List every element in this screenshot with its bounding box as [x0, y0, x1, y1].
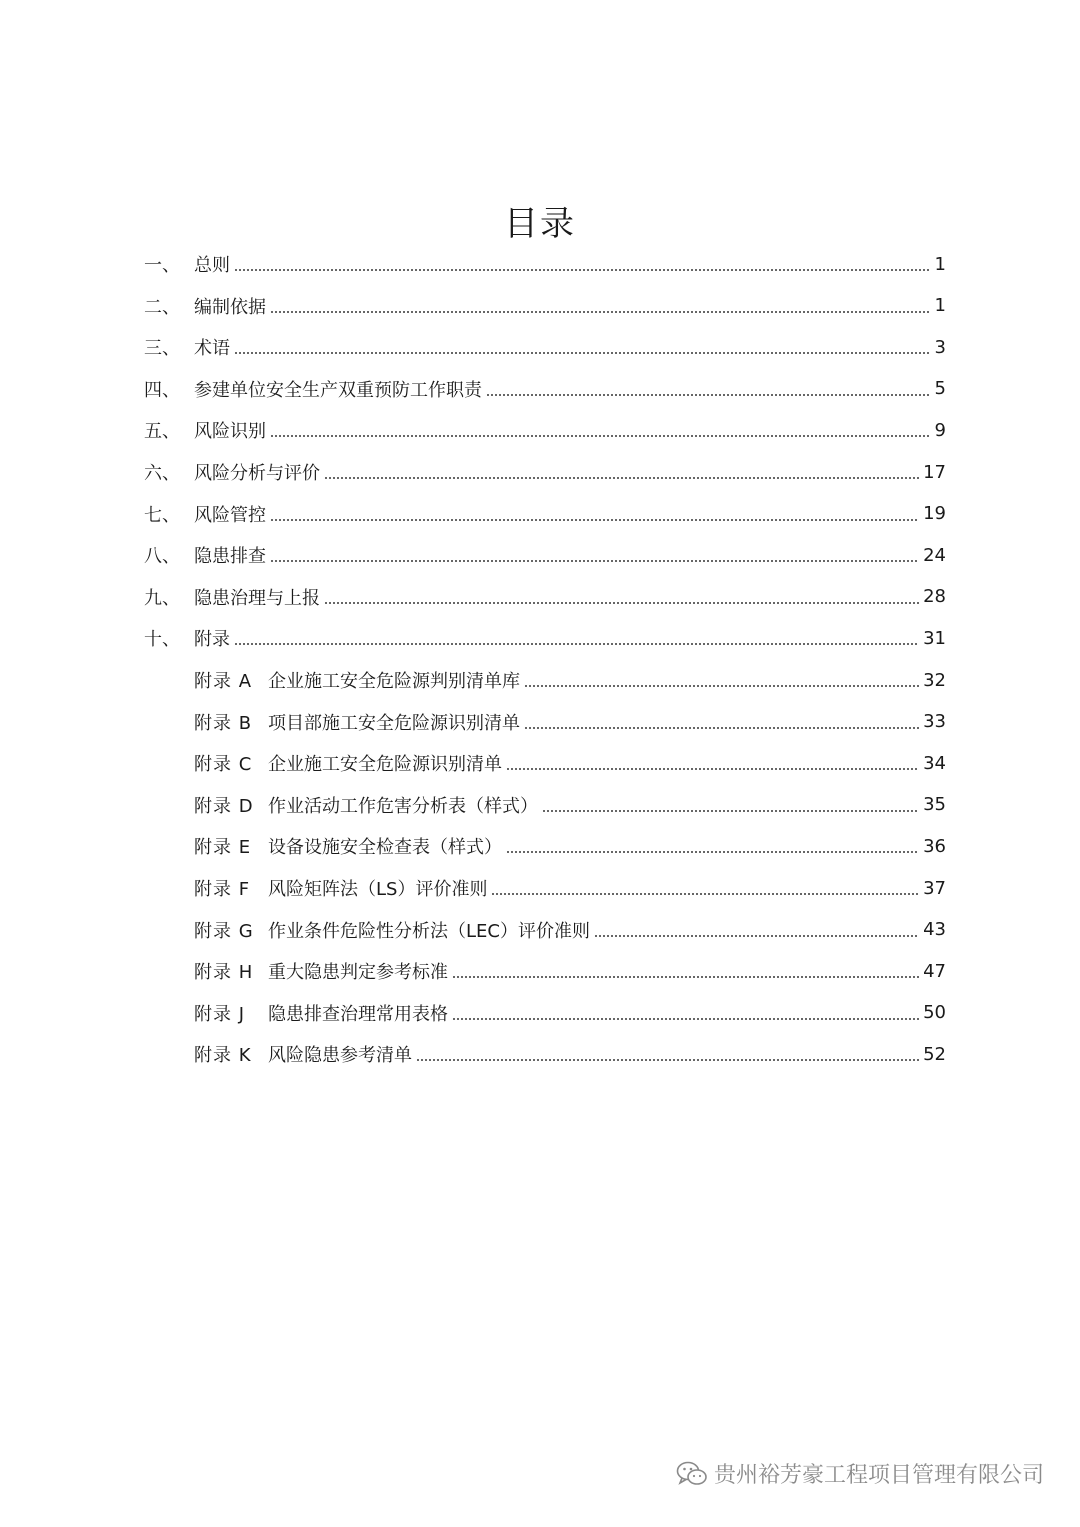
dot-leader: [524, 685, 919, 687]
toc-entry-title: 风险管控: [194, 504, 266, 526]
toc-appendix-entry[interactable]: [0, 951, 1080, 991]
toc-appendix-entry[interactable]: [0, 785, 1080, 825]
watermark: [676, 1458, 1044, 1489]
toc-appendix-entry[interactable]: [0, 868, 1080, 908]
toc-entry[interactable]: [0, 577, 1080, 617]
toc-entry-title: 重大隐患判定参考标准: [268, 962, 448, 984]
toc-entry-title: 编制依据: [194, 296, 266, 318]
dot-leader: [324, 477, 919, 479]
toc-entry-number: 一、: [144, 255, 180, 276]
dot-leader: [270, 560, 919, 562]
appendix-code: 附录 B: [194, 712, 253, 734]
toc-appendix-entry[interactable]: [0, 660, 1080, 700]
wechat-icon: [676, 1460, 708, 1488]
toc-entry-title: 术语: [194, 338, 230, 360]
dot-leader: [270, 435, 931, 437]
toc-appendix-entry[interactable]: [0, 826, 1080, 866]
toc-entry-title: 参建单位安全生产双重预防工作职责: [194, 379, 482, 401]
toc-entry-title: 隐患治理与上报: [194, 587, 320, 609]
appendix-code: 附录 A: [194, 671, 253, 692]
toc-entry-title: 总则: [194, 255, 230, 276]
toc-entry-title: 作业活动工作危害分析表（样式）: [268, 795, 538, 817]
dot-leader: [524, 727, 919, 729]
toc-entry-page: 3: [934, 336, 946, 358]
dot-leader: [234, 352, 931, 354]
toc-entry-page: 33: [923, 711, 946, 733]
toc-entry-title: 风险识别: [194, 421, 266, 443]
toc-entry-page: 17: [923, 461, 946, 483]
toc-entry-number: 六、: [144, 463, 180, 484]
toc-entry[interactable]: [0, 494, 1080, 534]
toc-entry[interactable]: [0, 286, 1080, 326]
toc-entry-page: 35: [923, 794, 946, 816]
toc-entry-number: 四、: [144, 379, 180, 401]
toc-entry[interactable]: [0, 618, 1080, 658]
toc-entry-title: 隐患排查: [194, 546, 266, 568]
toc-entry-page: 36: [923, 835, 946, 857]
dot-leader: [324, 602, 919, 604]
toc-appendix-entry[interactable]: [0, 993, 1080, 1033]
toc-appendix-entry[interactable]: [0, 1034, 1080, 1074]
dot-leader: [491, 893, 919, 895]
dot-leader: [486, 394, 931, 396]
toc-entry-page: 1: [934, 295, 946, 317]
toc-entry[interactable]: [0, 535, 1080, 575]
dot-leader: [416, 1059, 919, 1061]
toc-appendix-entry[interactable]: [0, 702, 1080, 742]
page-title: 目录: [504, 204, 576, 244]
dot-leader: [234, 643, 919, 645]
toc-entry-page: 5: [934, 378, 946, 400]
toc-entry-page: 24: [923, 544, 946, 566]
toc-entry[interactable]: [0, 369, 1080, 409]
toc-entry-page: 37: [923, 877, 946, 899]
watermark-text: 贵州裕芳豪工程项目管理有限公司: [713, 1463, 1044, 1488]
toc-entry-number: 十、: [144, 629, 180, 651]
toc-entry-page: 31: [923, 627, 946, 649]
toc-entry-page: 19: [923, 503, 946, 525]
appendix-code: 附录 G: [194, 920, 254, 942]
toc-entry[interactable]: [0, 410, 1080, 450]
toc-entry-number: 五、: [144, 421, 180, 443]
toc-entry-number: 九、: [144, 587, 180, 609]
appendix-code: 附录 D: [194, 795, 254, 817]
toc-entry-title: 设备设施安全检查表（样式）: [268, 837, 502, 859]
toc-entry-page: 52: [923, 1043, 946, 1065]
toc-entry-number: 八、: [144, 546, 180, 568]
dot-leader: [234, 269, 931, 271]
appendix-code: 附录 C: [194, 754, 253, 776]
toc-entry-title: 企业施工安全危险源判别清单库: [268, 671, 520, 692]
dot-leader: [270, 519, 919, 521]
dot-leader: [506, 768, 919, 770]
appendix-code: 附录 K: [194, 1045, 252, 1067]
toc-entry-number: 二、: [144, 296, 180, 318]
toc-entry-title: 企业施工安全危险源识别清单: [268, 754, 502, 776]
toc-appendix-entry[interactable]: [0, 743, 1080, 783]
toc-entry-page: 34: [923, 752, 946, 774]
appendix-code: 附录 F: [194, 879, 251, 900]
toc-entry-title: 风险分析与评价: [194, 463, 320, 484]
appendix-code: 附录 E: [194, 837, 252, 859]
toc-entry-page: 47: [923, 960, 946, 982]
appendix-code: 附录 J: [194, 1003, 246, 1025]
dot-leader: [542, 810, 919, 812]
dot-leader: [594, 935, 919, 937]
dot-leader: [452, 976, 919, 978]
toc-entry-page: 43: [923, 919, 946, 941]
toc-appendix-entry[interactable]: [0, 910, 1080, 950]
toc-entry-title: 风险隐患参考清单: [268, 1045, 412, 1067]
dot-leader: [270, 311, 931, 313]
toc-entry-number: 三、: [144, 338, 180, 360]
toc-entry[interactable]: [0, 244, 1080, 284]
toc-entry-title: 风险矩阵法（LS）评价准则: [268, 879, 488, 900]
appendix-code: 附录 H: [194, 962, 254, 984]
toc-entry[interactable]: [0, 327, 1080, 367]
toc-entry-page: 9: [934, 419, 946, 441]
toc-entry-title: 附录: [194, 629, 230, 651]
toc-entry-number: 七、: [144, 504, 180, 526]
toc-entry-page: 28: [923, 586, 946, 608]
toc-entry-page: 1: [934, 253, 946, 275]
dot-leader: [452, 1018, 919, 1020]
toc-entry-title: 项目部施工安全危险源识别清单: [268, 712, 520, 734]
toc-entry-page: 50: [923, 1002, 946, 1024]
toc-entry-page: 32: [923, 669, 946, 691]
toc-entry-title: 隐患排查治理常用表格: [268, 1003, 448, 1025]
dot-leader: [506, 851, 919, 853]
toc-entry[interactable]: [0, 452, 1080, 492]
toc-entry-title: 作业条件危险性分析法（LEC）评价准则: [268, 920, 590, 942]
